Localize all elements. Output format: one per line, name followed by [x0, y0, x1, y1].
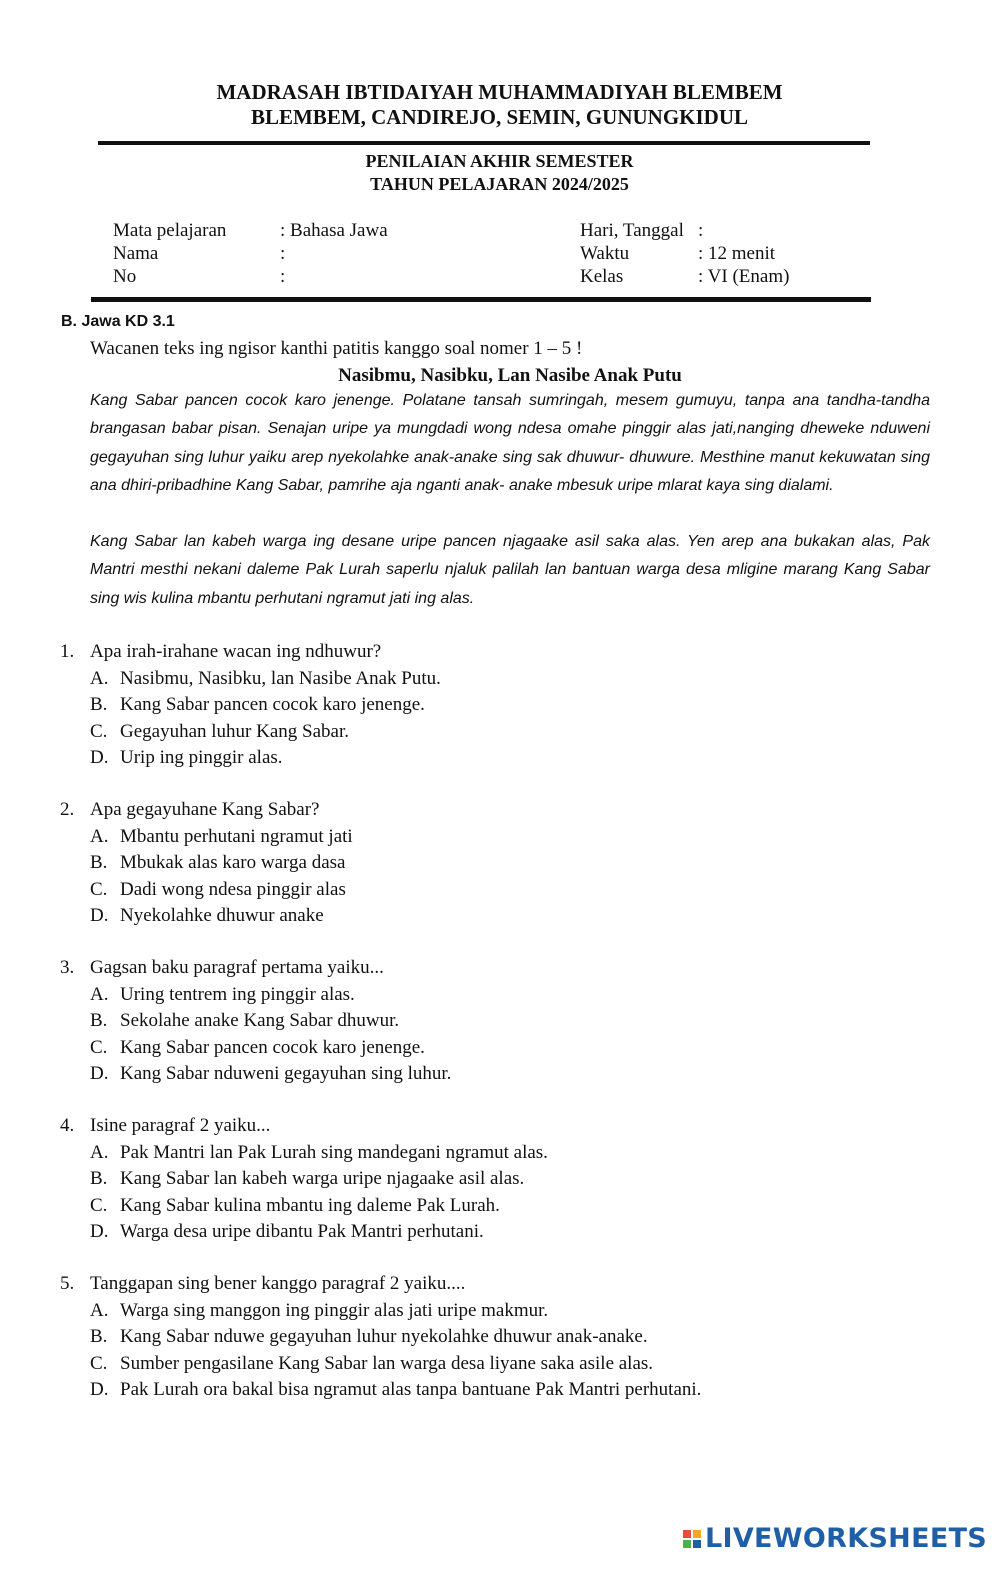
option-letter: B. [90, 852, 108, 873]
option-letter: A. [90, 667, 109, 689]
option-b[interactable] [60, 1324, 701, 1351]
subject-label: Mata pelajaran [113, 220, 227, 241]
option-letter: C. [90, 878, 108, 900]
question-text: Tanggapan sing bener kanggo paragraf 2 yaiku.... [90, 1273, 466, 1294]
option-text: Dadi wong ndesa pinggir alas [120, 878, 346, 900]
option-a[interactable] [60, 666, 441, 693]
question-number: 2. [60, 799, 75, 820]
option-d[interactable] [60, 903, 353, 930]
option-letter: C. [90, 1194, 108, 1216]
subject-value: : Bahasa Jawa [280, 220, 388, 241]
story-paragraph-2: Kang Sabar lan kabeh warga ing desane uripe pancen njagaake asil saka alas. Yen arep ana bukakan alas, Pak Mantri mesthi nekani daleme Pak Lurah saperlu njaluk palilah lan bantuan warga desa mligine marang Kang Sabar sing wis kulina mbantu perhutani ngramut jati ing alas. [90, 533, 930, 607]
question-3 [60, 955, 451, 1088]
exam-header [0, 150, 999, 196]
time-value: : 12 menit [698, 243, 776, 264]
option-text: Pak Mantri lan Pak Lurah sing mandegani ngramut alas. [120, 1141, 548, 1163]
option-letter: D. [90, 1379, 109, 1400]
option-text: Urip ing pinggir alas. [120, 747, 283, 768]
question-number: 4. [60, 1115, 75, 1136]
day-label: Hari, Tanggal [580, 220, 684, 241]
option-d[interactable] [60, 1377, 701, 1404]
logo-square [693, 1540, 701, 1548]
option-letter: D. [90, 1221, 109, 1242]
liveworksheets-mark-icon [683, 1530, 701, 1548]
option-d[interactable] [60, 745, 441, 772]
info-right-labels [580, 219, 684, 288]
option-letter: C. [90, 1352, 108, 1374]
day-field[interactable]: : [698, 220, 704, 241]
option-letter: B. [90, 1168, 108, 1189]
option-text: Uring tentrem ing pinggir alas. [120, 983, 355, 1005]
option-d[interactable] [60, 1061, 451, 1088]
class-value: : VI (Enam) [698, 266, 790, 287]
option-text: Kang Sabar pancen cocok karo jenenge. [120, 694, 425, 715]
exam-title: PENILAIAN AKHIR SEMESTER [365, 151, 634, 171]
option-text: Kang Sabar nduwe gegayuhan luhur nyekolahke dhuwur anak-anake. [120, 1326, 648, 1347]
option-text: Nyekolahke dhuwur anake [120, 905, 324, 926]
question-text: Apa irah-irahane wacan ing ndhuwur? [90, 641, 382, 662]
option-b[interactable] [60, 692, 441, 719]
info-divider [91, 297, 871, 302]
option-text: Kang Sabar pancen cocok karo jenenge. [120, 1036, 425, 1058]
option-letter: D. [90, 905, 109, 926]
no-label: No [113, 266, 137, 287]
instruction: Wacanen teks ing ngisor kanthi patitis kanggo soal nomer 1 – 5 ! [90, 338, 583, 359]
option-text: Warga sing manggon ing pinggir alas jati uripe makmur. [120, 1299, 549, 1321]
option-letter: D. [90, 1063, 109, 1084]
option-letter: B. [90, 694, 108, 715]
question-number: 5. [60, 1273, 75, 1294]
option-c[interactable] [60, 1035, 451, 1062]
logo-text: LIVEWORKSHEETS [705, 1523, 988, 1554]
option-a[interactable] [60, 1298, 701, 1325]
name-label: Nama [113, 243, 159, 264]
info-right-values [698, 219, 789, 288]
option-c[interactable] [60, 719, 441, 746]
option-text: Mbukak alas karo warga dasa [120, 852, 346, 873]
option-text: Sekolahe anake Kang Sabar dhuwur. [120, 1010, 400, 1031]
option-text: Pak Lurah ora bakal bisa ngramut alas tanpa bantuane Pak Mantri perhutani. [120, 1379, 702, 1400]
option-b[interactable] [60, 1166, 548, 1193]
header-divider [98, 141, 870, 145]
option-text: Gegayuhan luhur Kang Sabar. [120, 720, 349, 742]
question-number: 3. [60, 957, 75, 978]
option-text: Warga desa uripe dibantu Pak Mantri perhutani. [120, 1221, 484, 1242]
option-text: Mbantu perhutani ngramut jati [120, 825, 353, 847]
school-address: BLEMBEM, CANDIREJO, SEMIN, GUNUNGKIDUL [250, 105, 749, 129]
option-c[interactable] [60, 1351, 701, 1378]
option-c[interactable] [60, 1193, 548, 1220]
option-a[interactable] [60, 824, 353, 851]
option-letter: A. [90, 1299, 109, 1321]
option-letter: B. [90, 1010, 108, 1031]
option-letter: A. [90, 825, 109, 847]
school-name: MADRASAH IBTIDAIYAH MUHAMMADIYAH BLEMBEM [216, 80, 783, 104]
option-b[interactable] [60, 1008, 451, 1035]
option-text: Kang Sabar kulina mbantu ing daleme Pak Lurah. [120, 1194, 500, 1216]
option-text: Sumber pengasilane Kang Sabar lan warga desa liyane saka asile alas. [120, 1352, 654, 1374]
logo-square [683, 1540, 691, 1548]
name-field[interactable]: : [280, 243, 286, 264]
option-a[interactable] [60, 982, 451, 1009]
question-4 [60, 1113, 548, 1246]
option-a[interactable] [60, 1140, 548, 1167]
question-text: Apa gegayuhane Kang Sabar? [90, 799, 320, 820]
question-number: 1. [60, 641, 75, 662]
info-left-labels [113, 219, 226, 288]
story-paragraph-1: Kang Sabar pancen cocok karo jenenge. Polatane tansah sumringah, mesem gumuyu, tanpa ana tandha-tandha brangasan babar pisan. Senajan uripe ya mungdadi wong ndesa omahe pinggir alas jati,nanging dheweke nduweni gegayuhan sing luhur yaiku arep nyekolahke anak-anake sing sak dhuwur- dhuwure. Mesthine manut kekuwatan sing ana dhiri-pribadhine Kang Sabar, pamrihe aja nganti anak- anake mbesuk uripe mlarat kaya sing dialami. [90, 392, 930, 494]
option-letter: C. [90, 720, 108, 742]
option-d[interactable] [60, 1219, 548, 1246]
time-label: Waktu [580, 243, 630, 264]
school-header [0, 80, 999, 130]
info-left-values [280, 219, 388, 288]
option-letter: D. [90, 747, 109, 768]
option-letter: A. [90, 983, 109, 1005]
section-label: B. Jawa KD 3.1 [61, 313, 175, 330]
question-1 [60, 639, 441, 772]
academic-year: TAHUN PELAJARAN 2024/2025 [370, 174, 629, 194]
option-c[interactable] [60, 877, 353, 904]
option-text: Kang Sabar nduweni gegayuhan sing luhur. [120, 1063, 452, 1084]
liveworksheets-logo[interactable] [683, 1523, 987, 1554]
logo-square [683, 1530, 691, 1538]
question-5 [60, 1271, 701, 1404]
question-text: Gagsan baku paragraf pertama yaiku... [90, 957, 384, 978]
class-label: Kelas [580, 266, 624, 287]
question-2 [60, 797, 353, 930]
option-letter: C. [90, 1036, 108, 1058]
logo-square [693, 1530, 701, 1538]
option-text: Nasibmu, Nasibku, lan Nasibe Anak Putu. [120, 667, 441, 689]
option-b[interactable] [60, 850, 353, 877]
option-letter: B. [90, 1326, 108, 1347]
option-letter: A. [90, 1141, 109, 1163]
option-text: Kang Sabar lan kabeh warga uripe njagaake asil alas. [120, 1168, 525, 1189]
no-field[interactable]: : [280, 266, 286, 287]
question-text: Isine paragraf 2 yaiku... [90, 1115, 271, 1136]
story-title: Nasibmu, Nasibku, Lan Nasibe Anak Putu [338, 365, 682, 386]
